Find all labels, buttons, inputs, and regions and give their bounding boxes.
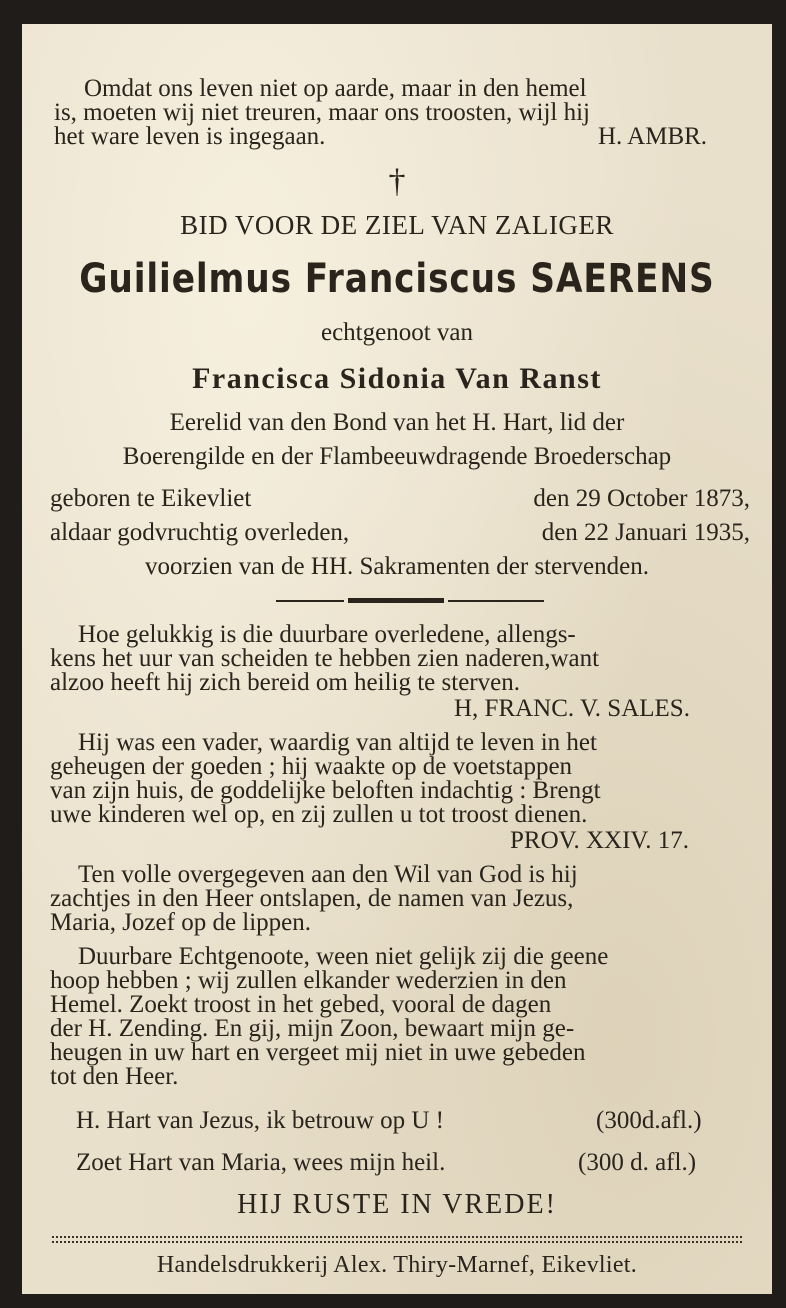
indulgence-amount: (300 d. afl.)	[578, 1149, 697, 1176]
paragraph-line: Hemel. Zoekt troost in het gebed, vooral de dagen	[50, 991, 552, 1018]
divider-right	[448, 600, 544, 602]
paragraph-line: Duurbare Echtgenoote, ween niet gelijk zij die geene	[78, 943, 609, 970]
indulgence-prayer: H. Hart van Jezus, ik betrouw op U !	[76, 1107, 444, 1134]
printer-rule	[52, 1236, 742, 1240]
intro-quote-line: het ware leven is ingegaan.	[54, 123, 326, 150]
deceased-name: Guilielmus Franciscus SAERENS	[79, 256, 715, 302]
death-row	[50, 520, 750, 546]
paragraph-line: Maria, Jozef op de lippen.	[50, 909, 312, 936]
paragraph-line: tot den Heer.	[50, 1063, 179, 1090]
intro-quote-line: is, moeten wij niet treuren, maar ons troosten, wijl hij	[54, 99, 590, 126]
death-place: aldaar godvruchtig overleden,	[50, 519, 350, 546]
spouse-name: Francisca Sidonia Van Ranst	[192, 362, 602, 395]
death-date: den 22 Januari 1935,	[541, 519, 750, 546]
spouse-intro: echtgenoot van	[320, 319, 474, 346]
sacraments-line: voorzien van de HH. Sakramenten der stervenden.	[145, 553, 649, 580]
intro-quote-line: Omdat ons leven niet op aarde, maar in den hemel	[84, 75, 587, 102]
paragraph-line: uwe kinderen wel op, en zij zullen u tot troost dienen.	[50, 801, 588, 828]
paragraph-line: van zijn huis, de goddelijke beloften indachtig : Brengt	[50, 777, 601, 804]
cross-icon: †	[388, 163, 406, 200]
indulgence-amount: (300d.afl.)	[596, 1107, 702, 1134]
birth-place: geboren te Eikevliet	[50, 485, 252, 512]
indulgence-prayer: Zoet Hart van Maria, wees mijn heil.	[76, 1149, 446, 1176]
paragraph-line: heugen in uw hart en vergeet mij niet in uwe gebeden	[50, 1039, 586, 1066]
membership-line: Eerelid van den Bond van het H. Hart, lid der	[169, 409, 625, 436]
birth-date: den 29 October 1873,	[533, 485, 750, 512]
closing-line: HIJ RUSTE IN VREDE!	[237, 1189, 557, 1220]
membership-line: Boerengilde en der Flambeeuwdragende Broederschap	[122, 443, 672, 470]
divider-center	[348, 598, 444, 603]
paragraph-line: Ten volle overgegeven aan den Wil van God is hij	[78, 861, 578, 888]
paragraph-line: zachtjes in den Heer ontslapen, de namen van Jezus,	[50, 885, 574, 912]
prayer-heading: BID VOOR DE ZIEL VAN ZALIGER	[180, 210, 614, 240]
printer-rule	[52, 1241, 742, 1245]
card-paper	[22, 24, 772, 1294]
paragraph-line: geheugen der goeden ; hij waakte op de voetstappen	[50, 753, 573, 780]
paragraph-line: Hij was een vader, waardig van altijd te leven in het	[78, 729, 597, 756]
printer-imprint: Handelsdrukkerij Alex. Thiry-Marnef, Eikevliet.	[156, 1252, 638, 1278]
paragraph-line: kens het uur van scheiden te hebben zien naderen,want	[50, 645, 600, 672]
paragraph-source: H, FRANC. V. SALES.	[454, 695, 690, 722]
divider-left	[276, 600, 344, 602]
paragraph-line: Hoe gelukkig is die duurbare overledene, allengs-	[78, 621, 576, 648]
intro-quote-source: H. AMBR.	[598, 123, 708, 150]
paragraph-source: PROV. XXIV. 17.	[510, 827, 689, 854]
paragraph-line: alzoo heeft hij zich bereid om heilig te sterven.	[50, 669, 520, 696]
birth-row	[50, 486, 750, 512]
paragraph-line: der H. Zending. En gij, mijn Zoon, bewaart mijn ge-	[50, 1015, 575, 1042]
paragraph-line: hoop hebben ; wij zullen elkander wederzien in den	[50, 967, 567, 994]
